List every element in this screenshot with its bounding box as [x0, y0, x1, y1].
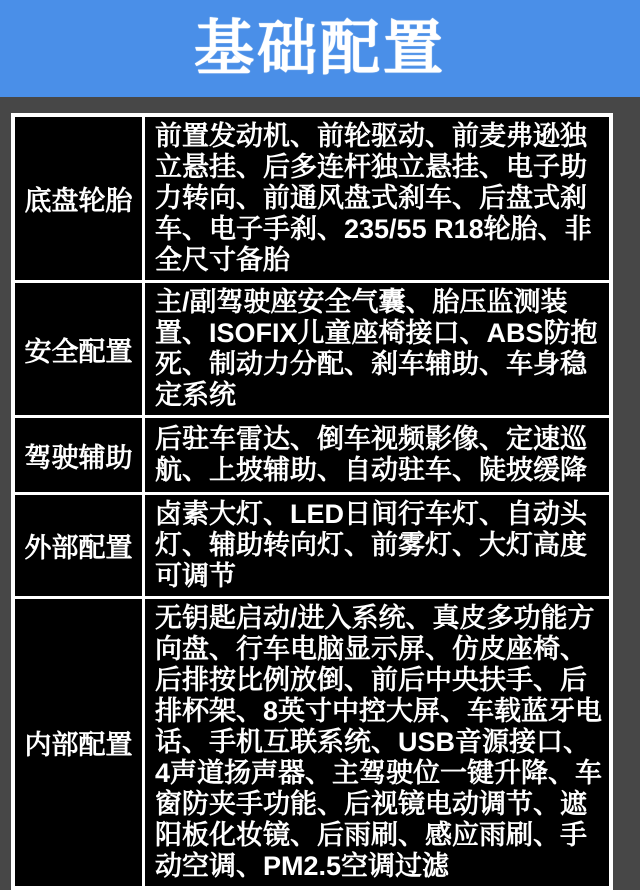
row-content: 卤素大灯、LED日间行车灯、自动头灯、辅助转向灯、前雾灯、大灯高度可调节	[144, 494, 612, 598]
spec-row-driving-assist	[13, 417, 611, 494]
row-content: 前置发动机、前轮驱动、前麦弗逊独立悬挂、后多连杆独立悬挂、电子助力转向、前通风盘式刹车、后盘式刹车、电子手刹、235/55 R18轮胎、非全尺寸备胎	[144, 115, 612, 282]
row-content: 主/副驾驶座安全气囊、胎压监测装置、ISOFIX儿童座椅接口、ABS防抱死、制动力分配、刹车辅助、车身稳定系统	[144, 282, 612, 417]
spec-row-interior	[13, 598, 611, 889]
spec-row-chassis	[13, 115, 611, 282]
row-label: 安全配置	[13, 282, 144, 417]
spec-row-exterior	[13, 494, 611, 598]
row-content: 无钥匙启动/进入系统、真皮多功能方向盘、行车电脑显示屏、仿皮座椅、后排按比例放倒、前后中央扶手、后排杯架、8英寸中控大屏、车载蓝牙电话、手机互联系统、USB音源接口、4声道扬声器、主驾驶位一键升降、车窗防夹手功能、后视镜电动调节、遮阳板化妆镜、后雨刷、感应雨刷、手动空调、PM2.5空调过滤	[144, 598, 612, 889]
spec-row-safety	[13, 282, 611, 417]
spec-table	[11, 113, 613, 890]
header-banner	[0, 0, 640, 97]
row-label: 底盘轮胎	[13, 115, 144, 282]
row-content: 后驻车雷达、倒车视频影像、定速巡航、上坡辅助、自动驻车、陡坡缓降	[144, 417, 612, 494]
page-title: 基础配置	[194, 14, 446, 82]
row-label: 驾驶辅助	[13, 417, 144, 494]
spec-table-container	[11, 113, 613, 890]
row-label: 外部配置	[13, 494, 144, 598]
row-label: 内部配置	[13, 598, 144, 889]
